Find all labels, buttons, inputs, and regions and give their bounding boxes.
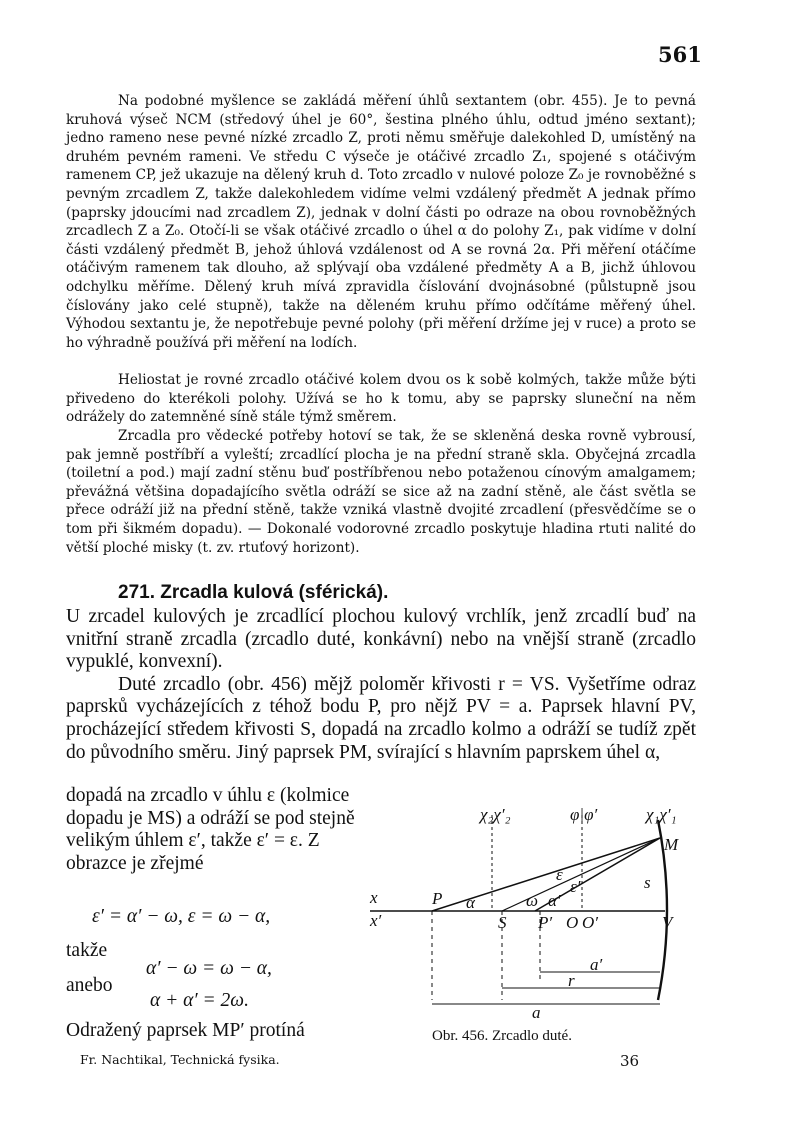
label-alpha: α — [466, 893, 475, 912]
heliostat-paragraph: Heliostat je rovné zrcadlo otáčivé kolem dvou os k sobě kolmých, takže může býti přivedeno do kterékoli polohy. Užívá se ho k tomu, aby se paprsky sluneční na něm odrážely do zatemněné síně stále týmž směrem. — [66, 372, 696, 426]
label-M: M — [664, 835, 679, 854]
label-epsilon-prime: ε′ — [570, 877, 581, 896]
last-line: Odražený paprsek MP′ protíná — [66, 1020, 305, 1041]
equation-3: α + α′ = 2ω. — [150, 990, 249, 1011]
label-chi2: χ₂χ′₂ — [480, 805, 511, 824]
section-intro: U zrcadel kulových je zrcadlící plochou kulový vrchlík, jenž zrcadlí buď na vnitřní straně zrcadla (zrcadlo duté, konkávní) nebo na vnější straně (zrcadlo vypuklé, konvexní). — [66, 606, 696, 673]
label-phi: φ|φ′ — [570, 805, 598, 824]
figure-caption: Obr. 456. Zrcadlo duté. — [432, 1028, 572, 1044]
label-alpha-prime: α′ — [548, 891, 561, 910]
label-V: V — [662, 913, 673, 932]
footer-author: Fr. Nachtikal, Technická fysika. — [80, 1052, 280, 1067]
section-heading: 271. Zrcadla kulová (sférická). — [118, 582, 389, 603]
label-S: S — [498, 913, 507, 932]
label-r: r — [568, 971, 575, 990]
label-aprime: a′ — [590, 955, 603, 974]
label-epsilon: ε — [556, 865, 563, 884]
label-O: O — [566, 913, 579, 932]
label-omega: ω — [526, 891, 539, 910]
equation-2: α′ − ω = ω − α, — [146, 958, 272, 979]
word-anebo: anebo — [66, 975, 113, 996]
section-text — [66, 606, 696, 764]
label-Pprime: P′ — [538, 913, 553, 932]
section-271 — [66, 580, 696, 606]
label-chi1: χ₁χ′₁ — [646, 805, 677, 824]
label-Oprime: O′ — [582, 913, 598, 932]
label-xprime: x′ — [370, 911, 382, 930]
label-a: a — [532, 1003, 541, 1022]
concave-mirror-diagram — [360, 800, 680, 1030]
left-column-text: dopadá na zrcadlo v úhlu ε (kolmice dopadu je MS) a odráží se pod stejně velikým úhlem ε′, takže ε′ = ε. Z obrazce je zřejmé — [66, 785, 355, 874]
page-number: 561 — [658, 42, 702, 67]
sextant-paragraph: Na podobné myšlence se zakládá měření úhlů sextantem (obr. 455). Je to pevná kruhová výseč NCM (středový úhel je 60°, šestina plného úhlu, odtud jméno sextant); jedno rameno nese pevné nízké zrcadlo Z, proti němu směřuje dalekohled D, umístěný na druhém pevném rameni. Ve středu C výseče je otáčivé zrcadlo Z₁, spojené s otáčivým ramenem CP, jež ukazuje na dělený kruh d. Toto zrcadlo v nulové poloze Z₀ je rovnoběžné s pevným zrcadlem Z, takže dalekohledem vidíme velmi vzdálený předmět A jednak přímo (paprsky jdoucími nad zrcadlem Z), jednak v dolní části po odraze na obou rovnoběžných zrcadlech Z a Z₀. Otočí-li se však otáčivé zrcadlo o úhel α do polohy Z₁, pak vidíme v dolní části vzdálený předmět B, jehož úhlová vzdálenost od A se rovná 2α. Při měření otáčíme otáčivým ramenem tak dlouho, až splývají oba vzdálené předměty A a B, jichž úhlovou odchylku měříme. Dělený kruh mívá zpravidla číslování dvojnásobné (půlstupně jsou číslovány jako celé stupně), takže na děleném kruhu přímo odčítáme měřený úhel. Výhodou sextantu je, že nepotřebuje pevné polohy (při měření držíme jej v ruce) a proto se ho výhradně používá při měření na lodích. — [66, 93, 696, 351]
mirrors-paragraph: Zrcadla pro vědecké potřeby hotoví se tak, že se skleněná deska rovně vybrousí, pak jemně postříbří a vyleští; zrcadlící plocha je na přední straně skla. Obyčejná zrcadla (toiletní a pod.) mají zadní stěnu buď postříbřenou nebo potaženou cínovým amalgamem; převážná většina dopadajícího světla odráží se sice až na zadní stěně, ale část světla se přece odráží již na přední stěně, takže vzniká vlastně dvojité zrcadlení (přesvědčíme se o tom při šikmém dopadu). — Dokonalé vodorovné zrcadlo poskytuje hladina rtuti nalité do větší ploché misky (t. zv. rtuťový horizont). — [66, 428, 696, 556]
word-takze: takže — [66, 940, 108, 961]
label-s: s — [644, 873, 651, 892]
section-body: Duté zrcadlo (obr. 456) mějž poloměr křivosti r = VS. Vyšetříme odraz paprsků vycházejících z téhož bodu P, pro nějž PV = a. Paprsek hlavní PV, procházející středem křivosti S, dopadá na zrcadlo kolmo a odráží se tudíž zpět do původního směru. Jiný paprsek PM, svírající s hlavním paprskem úhel α, — [66, 673, 696, 763]
equation-1: ε′ = α′ − ω, ε = ω − α, — [92, 906, 271, 927]
footer-sheet-number: 36 — [620, 1052, 640, 1070]
label-P: P — [432, 889, 443, 908]
label-x: x — [370, 888, 378, 907]
